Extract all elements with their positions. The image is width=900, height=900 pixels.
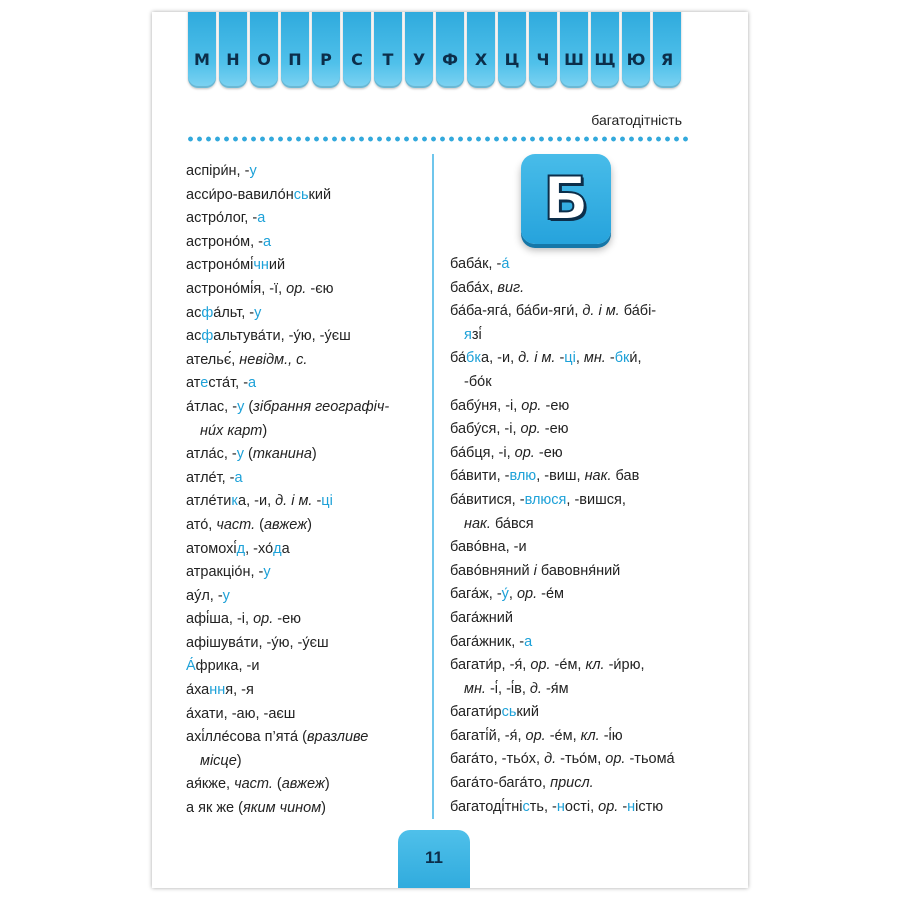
highlighted-letters: с — [522, 798, 530, 815]
highlighted-letters: А́ — [186, 658, 196, 675]
highlighted-letters: а — [248, 375, 257, 392]
highlighted-letters: е — [200, 375, 209, 392]
alphabet-tab-letter: Ф — [442, 50, 458, 69]
entry-text: ба́вся — [490, 515, 534, 532]
grammar-note: д. — [544, 751, 557, 768]
grammar-note: ор. — [598, 798, 619, 815]
entry-text: бага́то, -тьо́х, — [450, 751, 545, 768]
entry-text: , — [508, 586, 517, 603]
entry-text: істю — [635, 798, 664, 815]
entry-text: а́ха — [186, 682, 210, 699]
dictionary-entry-line — [450, 701, 700, 725]
highlighted-letters: ці — [564, 350, 576, 367]
entry-text: ) — [311, 446, 317, 463]
page-number: 11 — [398, 830, 470, 888]
entry-text: бавóвна, -и — [450, 539, 527, 556]
entry-text: , -виш, — [536, 468, 585, 485]
alphabet-tab-letter: Ц — [504, 50, 520, 69]
entry-text: ба́витися, - — [450, 491, 525, 508]
entry-text: ба́вити, - — [450, 468, 510, 485]
entry-text: - — [618, 798, 628, 815]
dictionary-entry-line — [186, 585, 426, 609]
grammar-note: виг. — [497, 279, 525, 296]
highlighted-letters: бк — [466, 350, 482, 367]
entry-text: бага́жник, - — [450, 633, 525, 650]
entry-text: багати́р, -я́, — [450, 657, 531, 674]
grammar-note: ор. — [520, 421, 541, 438]
highlighted-letters: влю — [509, 468, 537, 485]
highlighted-letters: н — [627, 798, 636, 815]
entry-text: - — [312, 493, 322, 510]
dictionary-entry-line — [186, 349, 426, 373]
entry-text: багаті́й, -я́, — [450, 727, 526, 744]
entry-text: бага́то-бага́то, — [450, 775, 551, 792]
highlighted-letters: нн — [209, 682, 226, 699]
entry-text: ) — [324, 776, 330, 793]
entry-text: бабу́ся, -і, — [450, 421, 521, 438]
entry-text: а як же ( — [186, 800, 243, 817]
entry-text: ательє́, — [186, 351, 240, 368]
highlighted-letters: д — [236, 540, 246, 557]
dictionary-entry-line — [450, 300, 700, 324]
highlighted-letters: а — [234, 469, 243, 486]
entry-text: ас — [186, 328, 202, 345]
right-column — [450, 253, 700, 819]
entry-text: астроно́мі́я, -ї, — [186, 280, 287, 297]
alphabet-tab-letter: Щ — [594, 50, 616, 69]
alphabet-tab[interactable] — [219, 12, 247, 88]
highlighted-letters: а — [524, 633, 533, 650]
dictionary-entry-line — [186, 396, 426, 420]
alphabet-tab[interactable] — [405, 12, 433, 88]
entry-text: -тьома́ — [625, 751, 675, 768]
entry-text: -ею — [540, 421, 569, 438]
entry-text: атомохі́ — [186, 540, 237, 557]
dictionary-entry-line — [450, 607, 700, 631]
highlighted-letters: я — [464, 326, 472, 343]
grammar-note: д. і м. — [275, 493, 313, 510]
dictionary-entry-line — [186, 184, 426, 208]
entry-text: багатоді́тні — [450, 798, 523, 815]
entry-text: бага́ж, - — [450, 586, 502, 603]
running-header: багатодітність — [591, 112, 682, 128]
alphabet-tab-letter: С — [351, 50, 363, 69]
entry-text: ( — [243, 446, 253, 463]
entry-text: атракціо́н, - — [186, 564, 264, 581]
dictionary-entry-line — [186, 278, 426, 302]
alphabet-tab-letter: Ю — [626, 50, 646, 69]
grammar-note: кл. — [585, 657, 605, 674]
grammar-note: нак. — [584, 468, 612, 485]
dictionary-entry-line — [186, 467, 426, 491]
dictionary-entry-line — [450, 347, 700, 371]
dictionary-entry-line — [450, 748, 700, 772]
dictionary-entry-line — [186, 490, 426, 514]
alphabet-tab[interactable] — [560, 12, 588, 88]
alphabet-tab-letter: М — [194, 50, 210, 69]
grammar-note: і — [533, 562, 537, 579]
entry-text: -ею — [541, 397, 570, 414]
entry-text: а, -и, — [481, 350, 519, 367]
alphabet-tab-letter: О — [257, 50, 271, 69]
alphabet-tab[interactable] — [343, 12, 371, 88]
entry-text: - — [605, 350, 615, 367]
alphabet-tab-letter: У — [412, 50, 426, 69]
dotted-separator — [186, 136, 688, 142]
dictionary-entry-line — [186, 726, 426, 750]
highlighted-letters: ф — [201, 328, 214, 345]
dictionary-entry-line — [186, 160, 426, 184]
grammar-note: д. і м. — [582, 303, 620, 320]
alphabet-tab[interactable] — [281, 12, 309, 88]
grammar-note: част. — [234, 776, 273, 793]
alphabet-tab-letter: Н — [226, 50, 240, 69]
alphabet-tab[interactable] — [622, 12, 650, 88]
dictionary-entry-line — [450, 253, 700, 277]
entry-text: , — [575, 350, 584, 367]
grammar-note: част. — [216, 516, 256, 533]
dictionary-entry-line — [450, 277, 700, 301]
grammar-note: мн. — [464, 680, 486, 697]
dictionary-entry-line — [450, 489, 700, 513]
alphabet-tab-letter: П — [288, 50, 302, 69]
grammar-note: авжеж — [263, 516, 308, 533]
entry-text: , -хо́ — [245, 540, 274, 557]
entry-text: ба́ — [450, 350, 467, 367]
dictionary-entry-line — [186, 207, 426, 231]
highlighted-letters: сь — [501, 704, 517, 721]
grammar-note: авжеж — [281, 776, 325, 793]
alphabet-tab-letter: Т — [382, 50, 394, 69]
dictionary-entry-line — [186, 797, 426, 821]
dictionary-entry-line — [186, 302, 426, 326]
entry-text: ть, - — [529, 798, 557, 815]
entry-text: астро́лог, - — [186, 210, 258, 227]
grammar-note: зібрання географіч- — [253, 398, 390, 415]
alphabet-tab-letter: Ш — [564, 50, 584, 69]
entry-text: астроно́м, - — [186, 233, 264, 250]
grammar-note: ор. — [514, 444, 535, 461]
grammar-note: невідм., с. — [239, 351, 308, 368]
dictionary-entry-line — [450, 536, 700, 560]
highlighted-letters: сь — [293, 186, 309, 203]
dictionary-entry-line — [186, 514, 426, 538]
dictionary-entry-line — [186, 325, 426, 349]
dictionary-entry-line — [450, 442, 700, 466]
dictionary-entry-line — [450, 324, 700, 348]
dictionary-entry-line — [186, 655, 426, 679]
entry-text: бабу́ня, -і, — [450, 397, 522, 414]
entry-text: а́тлас, - — [186, 398, 238, 415]
entry-text: -ею — [273, 611, 302, 628]
entry-text: -і́, -і́в, — [485, 680, 530, 697]
alphabet-tab[interactable] — [188, 12, 216, 88]
entry-text: ( — [255, 516, 264, 533]
highlighted-letters: у — [222, 587, 230, 604]
highlighted-letters: у — [263, 564, 271, 581]
alphabet-tab[interactable] — [467, 12, 495, 88]
alphabet-tab-letter: Х — [474, 50, 488, 69]
grammar-note: ор. — [605, 751, 626, 768]
entry-text: альтува́ти, -у́ю, -у́єш — [213, 328, 351, 345]
entry-text: а, -и, — [238, 493, 276, 510]
grammar-note: вразливе — [306, 729, 369, 746]
highlighted-letters: ці — [321, 493, 333, 510]
entry-text: астроно́мі́ — [186, 257, 254, 274]
entry-text: аспіри́н, - — [186, 163, 250, 179]
section-letter-badge — [521, 154, 611, 244]
entry-text: ості, — [564, 798, 599, 815]
entry-text: -ею — [534, 444, 563, 461]
alphabet-tab-letter: Ч — [536, 50, 550, 69]
dictionary-entry-line — [450, 725, 700, 749]
entry-text: аýл, - — [186, 587, 223, 604]
entry-text: ба́бі- — [619, 303, 657, 320]
entry-text: бавóвняний — [450, 562, 534, 579]
entry-text: асси́ро-вавило́н — [186, 186, 294, 203]
entry-text: -и́рю, — [604, 657, 645, 674]
dictionary-entry-line — [186, 679, 426, 703]
entry-text: -тьо́м, — [556, 751, 606, 768]
entry-text: баба́х, — [450, 279, 498, 296]
dictionary-entry-line — [186, 608, 426, 632]
entry-text: я, -я — [225, 682, 254, 699]
highlighted-letters: у — [249, 163, 257, 179]
grammar-note: мн. — [583, 350, 606, 367]
entry-text: -єю — [306, 280, 334, 297]
highlighted-letters: бк — [614, 350, 630, 367]
dictionary-entry-line — [450, 513, 700, 537]
entry-text: бавовня́ний — [536, 562, 621, 579]
grammar-note: ни́х карт — [200, 422, 263, 439]
highlighted-letters: у — [237, 398, 245, 415]
entry-text: ато́, — [186, 516, 217, 533]
alphabet-tab[interactable] — [312, 12, 340, 88]
grammar-note: тканина — [252, 446, 312, 463]
alphabet-tab[interactable] — [374, 12, 402, 88]
alphabet-tabs — [188, 12, 681, 88]
grammar-note: ор. — [530, 657, 551, 674]
grammar-note: ор. — [516, 586, 538, 603]
dictionary-entry-line — [450, 465, 700, 489]
entry-text: -е́м, — [545, 727, 581, 744]
highlighted-letters: ф — [201, 304, 214, 321]
highlighted-letters: у — [254, 304, 262, 321]
entry-text: ) — [236, 752, 242, 769]
dictionary-entry-line — [186, 443, 426, 467]
entry-text: ая́кже, — [186, 776, 235, 793]
dictionary-entry-line — [186, 703, 426, 727]
entry-text: кий — [308, 186, 332, 203]
highlighted-letters: чн — [253, 257, 269, 274]
entry-text: атла́с, - — [186, 446, 237, 463]
entry-text: ий — [268, 257, 286, 274]
entry-text: атле́ти — [186, 493, 232, 510]
entry-text: -е́м — [537, 586, 565, 603]
grammar-note: яким чином — [242, 800, 322, 817]
dictionary-entry-line — [450, 371, 700, 395]
entry-text: ) — [321, 800, 326, 817]
dictionary-entry-line — [450, 654, 700, 678]
entry-text: бав — [611, 468, 640, 485]
dictionary-entry-line — [186, 231, 426, 255]
dictionary-entry-line — [450, 796, 700, 820]
highlighted-letters: у́ — [501, 586, 509, 603]
grammar-note: д. і м. — [518, 350, 556, 367]
entry-text: ) — [307, 516, 312, 533]
grammar-note: місце — [200, 752, 237, 769]
grammar-note: д. — [529, 680, 542, 697]
entry-text: ас — [186, 304, 202, 321]
entry-text: фрика, -и — [195, 658, 260, 675]
entry-text: -бо́к — [464, 373, 492, 390]
dictionary-entry-line — [450, 418, 700, 442]
entry-text: -і́ю — [599, 727, 623, 744]
entry-text: зі́ — [471, 326, 482, 343]
dictionary-entry-line — [186, 420, 426, 444]
alphabet-tab[interactable] — [653, 12, 681, 88]
entry-text: ба́ба-яга́, ба́би-яги́, — [450, 303, 583, 320]
entry-text: а́льт, - — [213, 304, 255, 321]
column-divider — [432, 154, 434, 819]
alphabet-tab[interactable] — [529, 12, 557, 88]
grammar-note: ор. — [253, 611, 274, 628]
entry-text: а — [281, 540, 290, 557]
highlighted-letters: у — [236, 446, 244, 463]
highlighted-letters: а — [263, 233, 272, 250]
entry-text: бага́жний — [450, 609, 513, 626]
entry-text: - — [555, 350, 565, 367]
alphabet-tab-letter: Я — [660, 50, 674, 69]
entry-text: а́хати, -аю, -аєш — [186, 705, 296, 722]
alphabet-tab[interactable] — [498, 12, 526, 88]
dictionary-entry-line — [186, 773, 426, 797]
highlighted-letters: н — [556, 798, 565, 815]
dictionary-entry-line — [450, 678, 700, 702]
entry-text: атле́т, - — [186, 469, 235, 486]
entry-text: ( — [272, 776, 282, 793]
entry-text: афі́ша, -і, — [186, 611, 254, 628]
dictionary-entry-line — [450, 560, 700, 584]
entry-text: , -вишся, — [566, 491, 626, 508]
entry-text: баба́к, - — [450, 256, 502, 272]
alphabet-tab-letter: Р — [320, 50, 332, 69]
alphabet-tab[interactable] — [250, 12, 278, 88]
grammar-note: нак. — [464, 515, 491, 532]
entry-text: ста́т, - — [208, 375, 249, 392]
highlighted-letters: к — [231, 493, 239, 510]
entry-text: ахі́лле́сова п’ята́ ( — [186, 729, 307, 746]
dictionary-entry-line — [450, 395, 700, 419]
dictionary-entry-line — [186, 750, 426, 774]
dictionary-entry-line — [186, 254, 426, 278]
highlighted-letters: а — [257, 210, 266, 227]
entry-text: афішува́ти, -у́ю, -у́єш — [186, 634, 329, 651]
alphabet-tab[interactable] — [591, 12, 619, 88]
entry-text: ( — [244, 398, 254, 415]
grammar-note: кл. — [580, 727, 600, 744]
dictionary-entry-line — [186, 632, 426, 656]
entry-text: ба́бця, -і, — [450, 444, 515, 461]
entry-text: кий — [516, 704, 539, 721]
dictionary-entry-line — [450, 772, 700, 796]
dictionary-page — [152, 12, 748, 888]
alphabet-tab[interactable] — [436, 12, 464, 88]
entry-text: ат — [186, 375, 201, 392]
highlighted-letters: а́ — [501, 256, 510, 272]
dictionary-entry-line — [186, 538, 426, 562]
dictionary-entry-line — [186, 372, 426, 396]
section-letter: Б — [543, 164, 589, 234]
highlighted-letters: влюся — [524, 491, 567, 508]
left-column — [186, 160, 426, 821]
grammar-note: ор. — [525, 727, 546, 744]
dictionary-entry-line — [450, 631, 700, 655]
grammar-note: ор. — [521, 397, 542, 414]
entry-text: -е́м, — [550, 657, 586, 674]
entry-text: ) — [262, 422, 268, 439]
dictionary-entry-line — [450, 583, 700, 607]
dictionary-entry-line — [186, 561, 426, 585]
entry-text: багати́р — [450, 704, 502, 721]
grammar-note: ор. — [286, 280, 307, 297]
highlighted-letters: д — [273, 540, 282, 557]
entry-text: -я́м — [541, 680, 569, 697]
entry-text: и́, — [629, 350, 642, 367]
grammar-note: присл. — [550, 775, 594, 792]
